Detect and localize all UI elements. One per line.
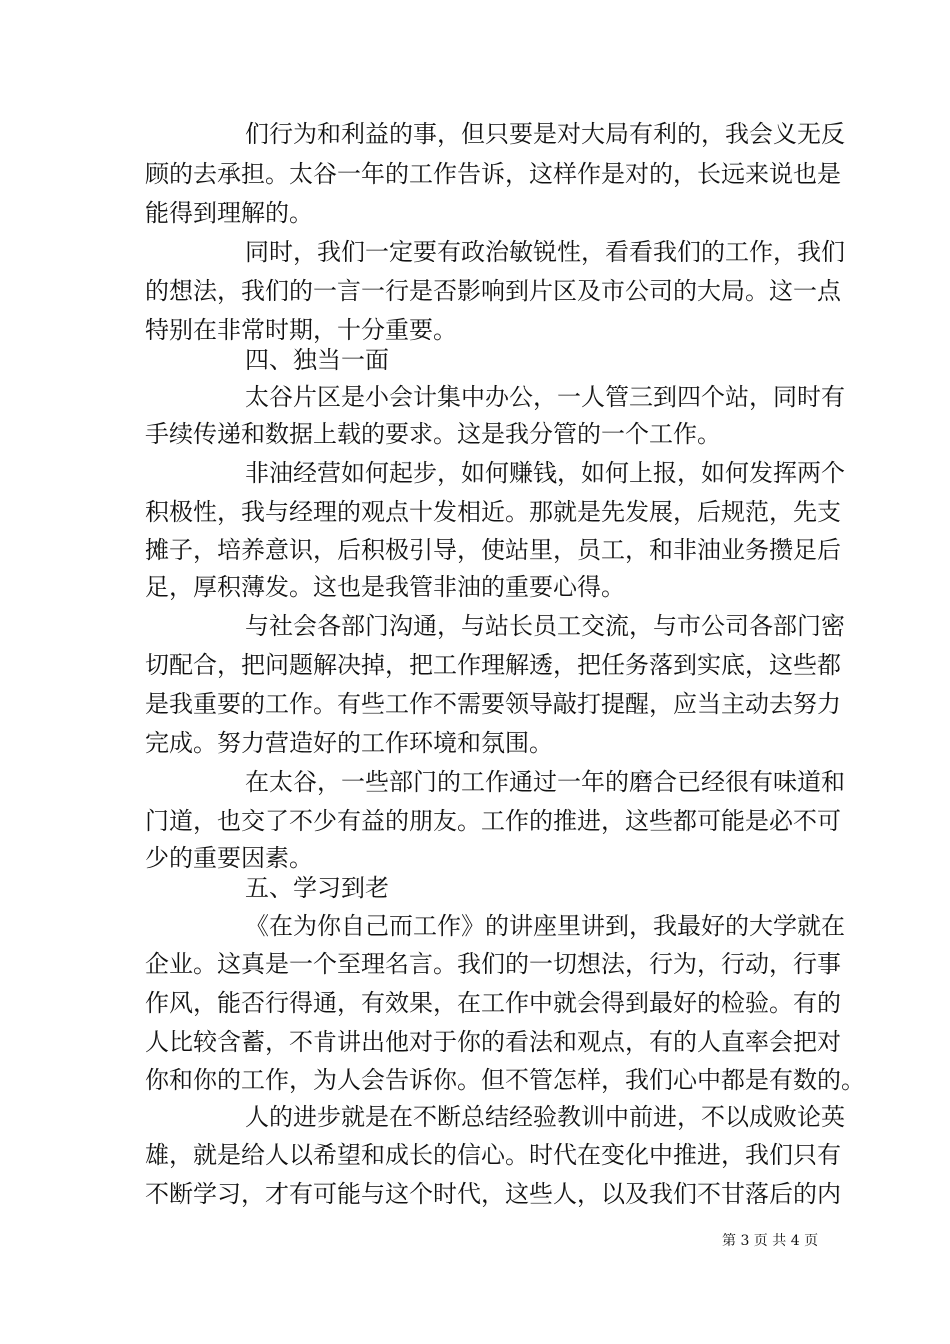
text-line bbox=[0, 567, 950, 607]
text-line bbox=[0, 1022, 950, 1062]
line-text: 企业。这真是一个至理名言。我们的一切想法，行为，行动，行事 bbox=[145, 950, 841, 978]
text-line bbox=[0, 492, 950, 532]
line-text: 五、学习到老 bbox=[245, 874, 389, 902]
text-line bbox=[0, 271, 950, 311]
text-line bbox=[0, 723, 950, 763]
line-text: 们行为和利益的事，但只要是对大局有利的，我会义无反 bbox=[245, 120, 845, 148]
text-line bbox=[0, 1174, 950, 1214]
line-text: 少的重要因素。 bbox=[145, 844, 313, 872]
text-line bbox=[0, 232, 950, 272]
text-line bbox=[0, 983, 950, 1023]
line-text: 非油经营如何起步，如何赚钱，如何上报，如何发挥两个 bbox=[245, 459, 845, 487]
text-line bbox=[0, 762, 950, 802]
text-line bbox=[0, 1060, 950, 1100]
line-text: 的想法，我们的一言一行是否影响到片区及市公司的大局。这一点 bbox=[145, 277, 841, 305]
line-text: 与社会各部门沟通，与站长员工交流，与市公司各部门密 bbox=[245, 612, 845, 640]
line-text: 四、独当一面 bbox=[245, 346, 389, 374]
line-text: 你和你的工作，为人会告诉你。但不管怎样，我们心中都是有数的。 bbox=[145, 1066, 865, 1094]
text-line bbox=[0, 801, 950, 841]
line-text: 人的进步就是在不断总结经验教训中前进，不以成败论英 bbox=[245, 1103, 845, 1131]
line-text: 是我重要的工作。有些工作不需要领导敲打提醒，应当主动去努力 bbox=[145, 690, 841, 718]
section-heading bbox=[0, 868, 950, 908]
line-text: 切配合，把问题解决掉，把工作理解透，把任务落到实底，这些都 bbox=[145, 651, 841, 679]
text-line bbox=[0, 414, 950, 454]
line-text: 太谷片区是小会计集中办公，一人管三到四个站，同时有 bbox=[245, 383, 845, 411]
line-text: 手续传递和数据上载的要求。这是我分管的一个工作。 bbox=[145, 420, 721, 448]
text-line bbox=[0, 154, 950, 194]
page-number-footer: 第 3 页 共 4 页 bbox=[722, 1233, 819, 1249]
text-line bbox=[0, 1097, 950, 1137]
text-line bbox=[0, 1135, 950, 1175]
text-line bbox=[0, 453, 950, 493]
text-line bbox=[0, 645, 950, 685]
line-text: 能得到理解的。 bbox=[145, 199, 313, 227]
line-text: 摊子，培养意识，后积极引导，使站里，员工，和非油业务攒足后 bbox=[145, 536, 841, 564]
line-text: 积极性，我与经理的观点十发相近。那就是先发展，后规范，先支 bbox=[145, 498, 841, 526]
text-line bbox=[0, 606, 950, 646]
text-line bbox=[0, 944, 950, 984]
line-text: 人比较含蓄，不肯讲出他对于你的看法和观点，有的人直率会把对 bbox=[145, 1028, 841, 1056]
line-text: 不断学习，才有可能与这个时代，这些人，以及我们不甘落后的内 bbox=[145, 1180, 841, 1208]
line-text: 完成。努力营造好的工作环境和氛围。 bbox=[145, 729, 553, 757]
text-line bbox=[0, 193, 950, 233]
section-heading bbox=[0, 340, 950, 380]
line-text: 门道，也交了不少有益的朋友。工作的推进，这些都可能是必不可 bbox=[145, 807, 841, 835]
line-text: 雄，就是给人以希望和成长的信心。时代在变化中推进，我们只有 bbox=[145, 1141, 841, 1169]
text-line bbox=[0, 684, 950, 724]
text-line bbox=[0, 906, 950, 946]
text-line bbox=[0, 530, 950, 570]
line-text: 足，厚积薄发。这也是我管非油的重要心得。 bbox=[145, 573, 625, 601]
line-text: 顾的去承担。太谷一年的工作告诉，这样作是对的，长远来说也是 bbox=[145, 160, 841, 188]
text-line bbox=[0, 114, 950, 154]
line-text: 同时，我们一定要有政治敏锐性，看看我们的工作，我们 bbox=[245, 238, 845, 266]
text-line bbox=[0, 377, 950, 417]
line-text: 特别在非常时期，十分重要。 bbox=[145, 316, 457, 344]
line-text: 作风，能否行得通，有效果，在工作中就会得到最好的检验。有的 bbox=[145, 989, 841, 1017]
line-text: 在太谷，一些部门的工作通过一年的磨合已经很有味道和 bbox=[245, 768, 845, 796]
line-text: 《在为你自己而工作》的讲座里讲到，我最好的大学就在 bbox=[245, 912, 845, 940]
